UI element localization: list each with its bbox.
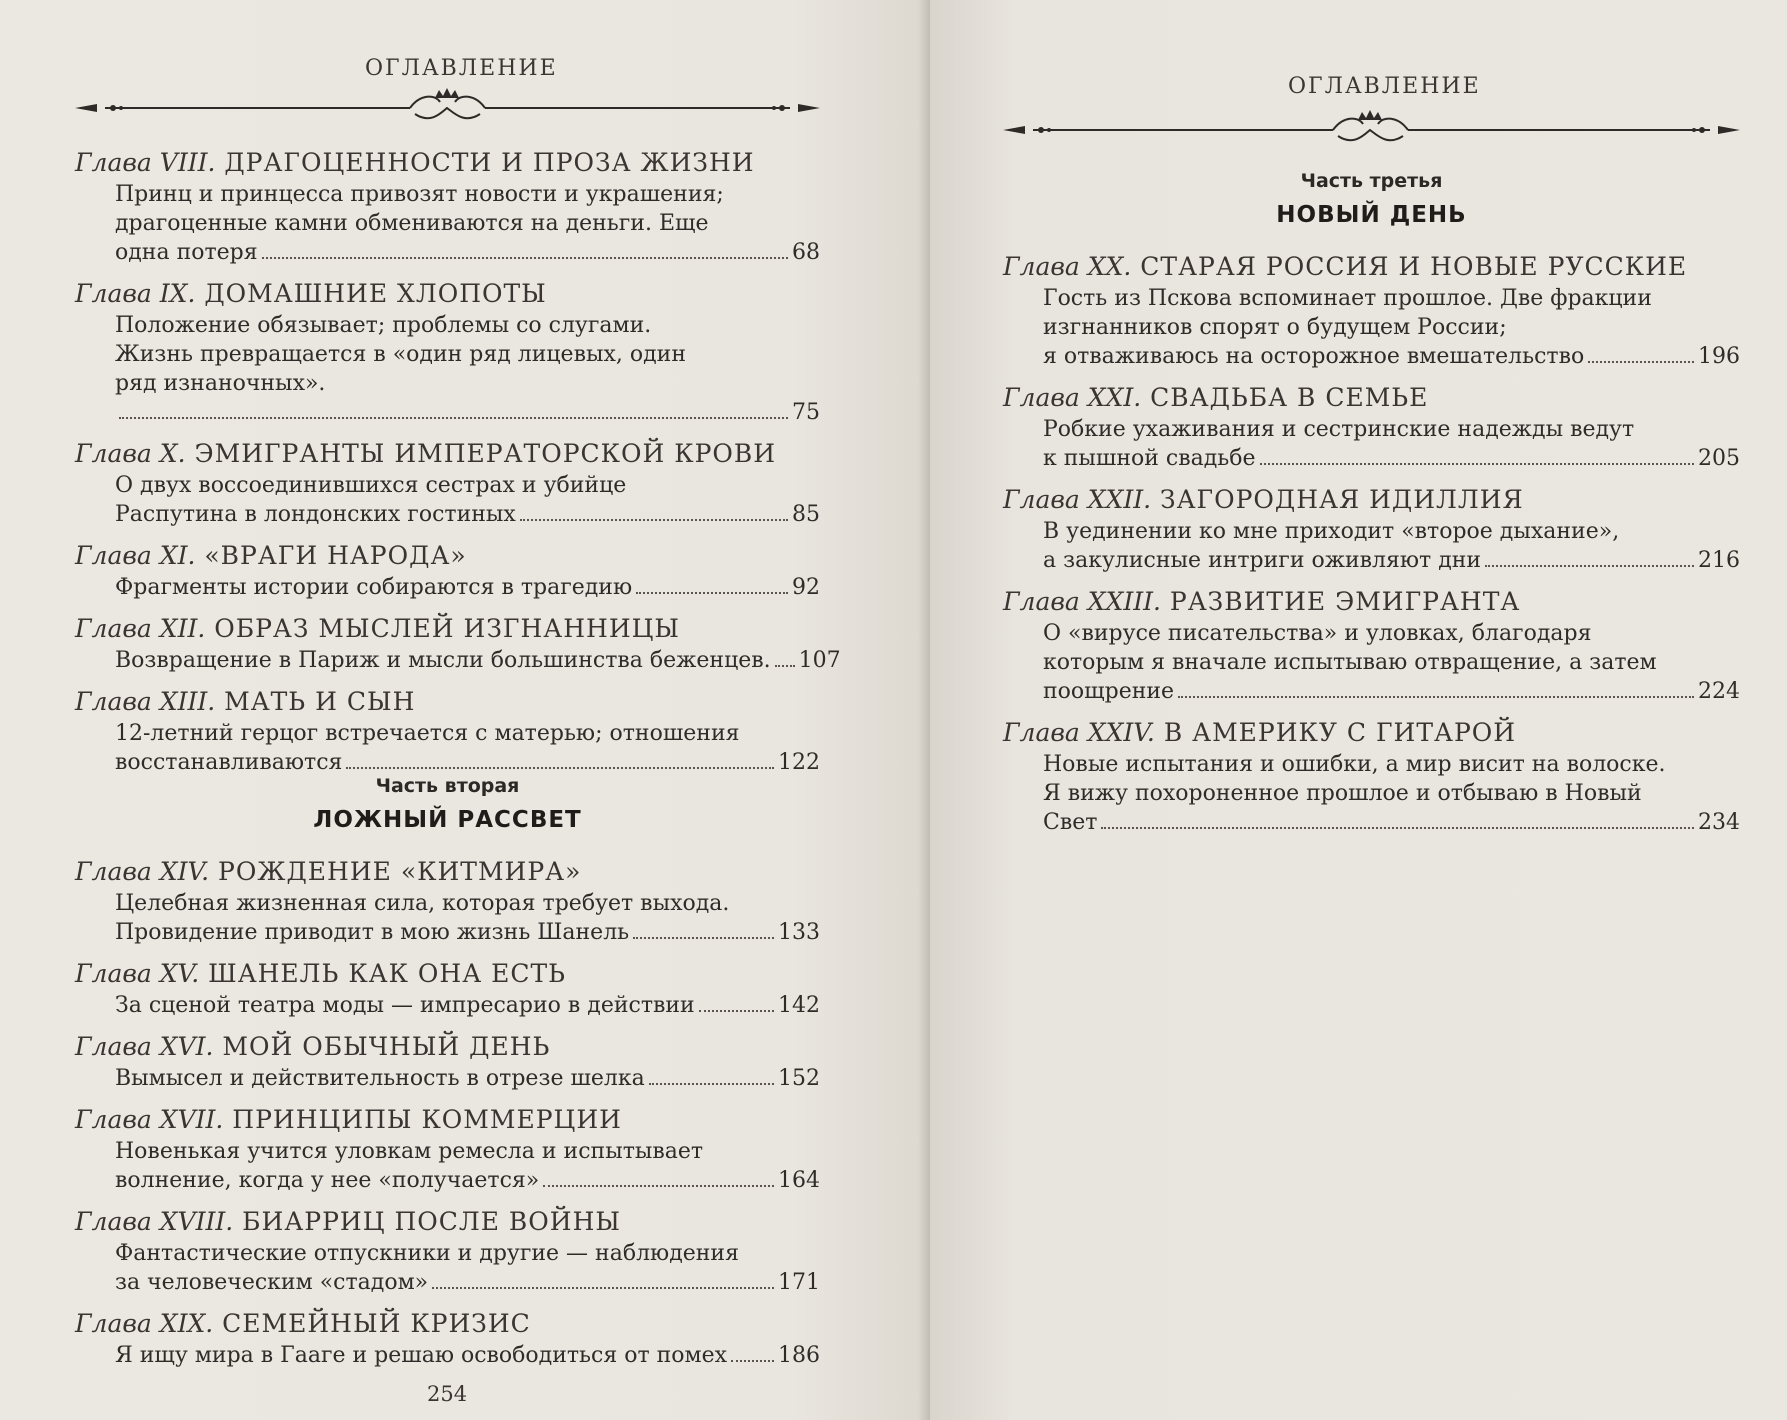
chapter-number: Глава XII. xyxy=(75,614,206,643)
summary-last-line xyxy=(1043,444,1740,473)
summary-line: волнение, когда у нее «получается» xyxy=(115,1168,540,1193)
page-number: 68 xyxy=(792,240,820,265)
chapter-summary xyxy=(75,889,820,947)
ornament-divider xyxy=(1003,108,1740,152)
chapter-heading xyxy=(75,1103,820,1137)
toc-entry[interactable] xyxy=(75,437,820,529)
toc-entry[interactable] xyxy=(75,539,820,602)
dot-leader xyxy=(520,519,788,521)
dot-leader xyxy=(1588,361,1694,363)
toc-entry[interactable] xyxy=(1003,716,1740,837)
page-number: 205 xyxy=(1698,446,1740,471)
summary-last-line xyxy=(1043,342,1740,371)
chapter-heading xyxy=(75,957,820,991)
chapter-number: Глава XVIII. xyxy=(75,1207,234,1236)
toc-entry[interactable] xyxy=(75,612,841,675)
toc-entry[interactable] xyxy=(75,855,820,947)
chapter-number: Глава XV. xyxy=(75,959,200,988)
chapter-number: Глава XX. xyxy=(1003,252,1132,281)
summary-line: одна потеря xyxy=(115,240,258,265)
summary-line: Гость из Пскова вспоминает прошлое. Две фракции xyxy=(1043,286,1652,311)
dot-leader xyxy=(633,937,774,939)
summary-line: Робкие ухаживания и сестринские надежды ведут xyxy=(1043,417,1635,442)
page-number: 142 xyxy=(778,993,820,1018)
summary-line: Принц и принцесса привозят новости и украшения; xyxy=(115,182,724,207)
summary-line: Возвращение в Париж и мысли большинства беженцев. xyxy=(115,648,771,673)
toc-entry[interactable] xyxy=(1003,250,1740,371)
chapter-number: Глава XIII. xyxy=(75,687,216,716)
toc-section xyxy=(1003,250,1740,847)
dot-leader xyxy=(119,417,788,419)
dot-leader xyxy=(1101,827,1694,829)
chapter-title: ОБРАЗ МЫСЛЕЙ ИЗГНАННИЦЫ xyxy=(205,614,681,643)
chapter-summary xyxy=(75,180,820,267)
right-page xyxy=(930,0,1787,1420)
dot-leader xyxy=(731,1360,774,1362)
chapter-title: ДОМАШНИЕ ХЛОПОТЫ xyxy=(195,279,547,308)
summary-line: я отваживаюсь на осторожное вмешательство xyxy=(1043,344,1585,369)
chapter-title: РОЖДЕНИЕ «КИТМИРА» xyxy=(209,857,582,886)
summary-last-line xyxy=(115,991,820,1020)
chapter-summary xyxy=(75,991,820,1020)
chapter-summary xyxy=(75,1341,820,1370)
chapter-heading xyxy=(75,277,820,311)
dot-leader xyxy=(649,1083,774,1085)
summary-last-line xyxy=(115,1268,820,1297)
summary-last-line xyxy=(115,1166,820,1195)
chapter-summary xyxy=(75,311,820,427)
page-number: 224 xyxy=(1698,679,1740,704)
summary-line: Новенькая учится уловкам ремесла и испытывает xyxy=(115,1139,704,1164)
dot-leader xyxy=(262,257,788,259)
chapter-summary xyxy=(75,1137,820,1195)
toc-entry[interactable] xyxy=(75,1030,820,1093)
dot-leader xyxy=(699,1010,774,1012)
chapter-heading xyxy=(1003,716,1740,750)
dot-leader xyxy=(543,1185,774,1187)
chapter-heading xyxy=(75,855,820,889)
page-number: 122 xyxy=(778,750,820,775)
chapter-heading xyxy=(75,685,820,719)
chapter-summary xyxy=(75,719,820,777)
chapter-summary xyxy=(75,646,841,675)
summary-line: за человеческим «стадом» xyxy=(115,1270,429,1295)
chapter-heading xyxy=(1003,585,1740,619)
chapter-title: ШАНЕЛЬ КАК ОНА ЕСТЬ xyxy=(199,959,566,988)
chapter-number: Глава X. xyxy=(75,439,186,468)
toc-entry[interactable] xyxy=(75,277,820,427)
chapter-title: МАТЬ И СЫН xyxy=(215,687,416,716)
chapter-summary xyxy=(1003,750,1740,837)
summary-line: В уединении ко мне приходит «второе дыхание», xyxy=(1043,519,1620,544)
summary-line: а закулисные интриги оживляют дни xyxy=(1043,548,1482,573)
summary-line: Я вижу похороненное прошлое и отбываю в Новый xyxy=(1043,781,1642,806)
summary-line: 12-летний герцог встречается с матерью; отношения xyxy=(115,721,740,746)
page-number: 186 xyxy=(778,1343,820,1368)
summary-line: изгнанников спорят о будущем России; xyxy=(1043,315,1507,340)
summary-line: Провидение приводит в мою жизнь Шанель xyxy=(115,920,630,945)
part-title: ЛОЖНЫЙ РАССВЕТ xyxy=(313,807,582,833)
part-heading xyxy=(75,775,820,833)
page-number: 196 xyxy=(1698,344,1740,369)
chapter-heading xyxy=(75,539,820,573)
chapter-number: Глава XXIV. xyxy=(1003,718,1155,747)
summary-line: Свет xyxy=(1043,810,1098,835)
summary-line: Фрагменты истории собираются в трагедию xyxy=(115,575,633,600)
dot-leader xyxy=(775,665,795,667)
chapter-title: РАЗВИТИЕ ЭМИГРАНТА xyxy=(1160,587,1521,616)
summary-last-line xyxy=(1043,677,1740,706)
summary-line: ряд изнаночных». xyxy=(115,371,326,396)
chapter-summary xyxy=(1003,619,1740,706)
part-label: Часть вторая xyxy=(375,775,520,797)
summary-line: За сценой театра моды — импресарио в действии xyxy=(115,993,695,1018)
summary-last-line xyxy=(115,1064,820,1093)
chapter-number: Глава XVII. xyxy=(75,1105,224,1134)
summary-line: О «вирусе писательства» и уловках, благодаря xyxy=(1043,621,1592,646)
chapter-number: Глава IX. xyxy=(75,279,196,308)
page-number: 133 xyxy=(778,920,820,945)
chapter-title: ДРАГОЦЕННОСТИ И ПРОЗА ЖИЗНИ xyxy=(215,148,755,177)
chapter-title: ЗАГОРОДНАЯ ИДИЛЛИЯ xyxy=(1151,485,1524,514)
chapter-heading xyxy=(75,1030,820,1064)
page-number: 107 xyxy=(798,648,841,673)
summary-last-line xyxy=(115,398,820,427)
summary-last-line xyxy=(1043,808,1740,837)
chapter-title: ЭМИГРАНТЫ ИМПЕРАТОРСКОЙ КРОВИ xyxy=(185,439,777,468)
chapter-title: СЕМЕЙНЫЙ КРИЗИС xyxy=(213,1309,531,1338)
chapter-heading xyxy=(75,612,820,646)
chapter-title: БИАРРИЦ ПОСЛЕ ВОЙНЫ xyxy=(233,1207,622,1236)
chapter-title: МОЙ ОБЫЧНЫЙ ДЕНЬ xyxy=(213,1032,551,1061)
chapter-heading xyxy=(75,437,820,471)
summary-line: Целебная жизненная сила, которая требует выхода. xyxy=(115,891,730,916)
summary-last-line xyxy=(115,748,820,777)
ornament-divider xyxy=(75,84,820,134)
page-number: 92 xyxy=(792,575,820,600)
summary-line: которым я вначале испытываю отвращение, а затем xyxy=(1043,650,1657,675)
dot-leader xyxy=(1260,463,1694,465)
page-number: 75 xyxy=(792,400,820,425)
chapter-summary xyxy=(75,471,820,529)
part-label: Часть третья xyxy=(1300,170,1443,192)
dot-leader xyxy=(432,1287,774,1289)
page-number: 216 xyxy=(1698,548,1740,573)
summary-line: к пышной свадьбе xyxy=(1043,446,1256,471)
toc-entry[interactable] xyxy=(75,685,820,777)
running-head: ОГЛАВЛЕНИЕ xyxy=(365,56,558,81)
chapter-number: Глава XIX. xyxy=(75,1309,214,1338)
chapter-summary xyxy=(75,1239,820,1297)
chapter-summary xyxy=(1003,284,1740,371)
page-number: 234 xyxy=(1698,810,1740,835)
chapter-heading xyxy=(1003,250,1740,284)
summary-last-line xyxy=(115,500,820,529)
summary-line: Положение обязывает; проблемы со слугами. xyxy=(115,313,652,338)
dot-leader xyxy=(346,767,774,769)
chapter-number: Глава VIII. xyxy=(75,148,216,177)
chapter-number: Глава XXII. xyxy=(1003,485,1152,514)
summary-line: восстанавливаются xyxy=(115,750,343,775)
toc-section xyxy=(75,146,841,787)
chapter-summary xyxy=(75,1064,820,1093)
summary-line: Жизнь превращается в «один ряд лицевых, один xyxy=(115,342,686,367)
toc-entry[interactable] xyxy=(1003,483,1740,575)
summary-line: драгоценные камни обмениваются на деньги. Еще xyxy=(115,211,709,236)
chapter-heading xyxy=(75,1205,820,1239)
part-heading xyxy=(1003,170,1740,228)
dot-leader xyxy=(1178,696,1694,698)
chapter-number: Глава XI. xyxy=(75,541,196,570)
part-title: НОВЫЙ ДЕНЬ xyxy=(1276,202,1467,228)
chapter-heading xyxy=(75,146,820,180)
page-number: 254 xyxy=(427,1382,468,1406)
toc-section xyxy=(75,855,820,1380)
chapter-summary xyxy=(1003,517,1740,575)
running-head: ОГЛАВЛЕНИЕ xyxy=(1288,74,1481,99)
toc-entry[interactable] xyxy=(75,1205,820,1297)
toc-entry[interactable] xyxy=(75,957,820,1020)
page-number: 171 xyxy=(778,1270,820,1295)
summary-line: Вымысел и действительность в отрезе шелка xyxy=(115,1066,645,1091)
chapter-title: В АМЕРИКУ С ГИТАРОЙ xyxy=(1154,718,1517,747)
toc-entry[interactable] xyxy=(1003,381,1740,473)
toc-entry[interactable] xyxy=(75,1307,820,1370)
page-number: 164 xyxy=(778,1168,820,1193)
toc-entry[interactable] xyxy=(75,1103,820,1195)
dot-leader xyxy=(636,592,788,594)
chapter-title: СТАРАЯ РОССИЯ И НОВЫЕ РУССКИЕ xyxy=(1131,252,1688,281)
toc-entry[interactable] xyxy=(1003,585,1740,706)
chapter-number: Глава XVI. xyxy=(75,1032,214,1061)
chapter-heading xyxy=(1003,483,1740,517)
summary-last-line xyxy=(115,646,841,675)
page-number: 152 xyxy=(778,1066,820,1091)
chapter-number: Глава XXIII. xyxy=(1003,587,1161,616)
chapter-heading xyxy=(1003,381,1740,415)
chapter-title: СВАДЬБА В СЕМЬЕ xyxy=(1141,383,1429,412)
summary-last-line xyxy=(1043,546,1740,575)
summary-line: поощрение xyxy=(1043,679,1175,704)
summary-last-line xyxy=(115,918,820,947)
summary-last-line xyxy=(115,573,820,602)
chapter-title: ПРИНЦИПЫ КОММЕРЦИИ xyxy=(223,1105,622,1134)
summary-line: О двух воссоединившихся сестрах и убийце xyxy=(115,473,627,498)
summary-last-line xyxy=(115,1341,820,1370)
dot-leader xyxy=(1485,565,1694,567)
summary-line: Новые испытания и ошибки, а мир висит на волоске. xyxy=(1043,752,1666,777)
chapter-summary xyxy=(1003,415,1740,473)
page-number: 85 xyxy=(792,502,820,527)
toc-entry[interactable] xyxy=(75,146,820,267)
chapter-heading xyxy=(75,1307,820,1341)
chapter-number: Глава XIV. xyxy=(75,857,210,886)
summary-last-line xyxy=(115,238,820,267)
chapter-number: Глава XXI. xyxy=(1003,383,1142,412)
chapter-title: «ВРАГИ НАРОДА» xyxy=(195,541,467,570)
chapter-summary xyxy=(75,573,820,602)
summary-line: Фантастические отпускники и другие — наблюдения xyxy=(115,1241,739,1266)
summary-line: Распутина в лондонских гостиных xyxy=(115,502,516,527)
summary-line: Я ищу мира в Гааге и решаю освободиться от помех xyxy=(115,1343,728,1368)
